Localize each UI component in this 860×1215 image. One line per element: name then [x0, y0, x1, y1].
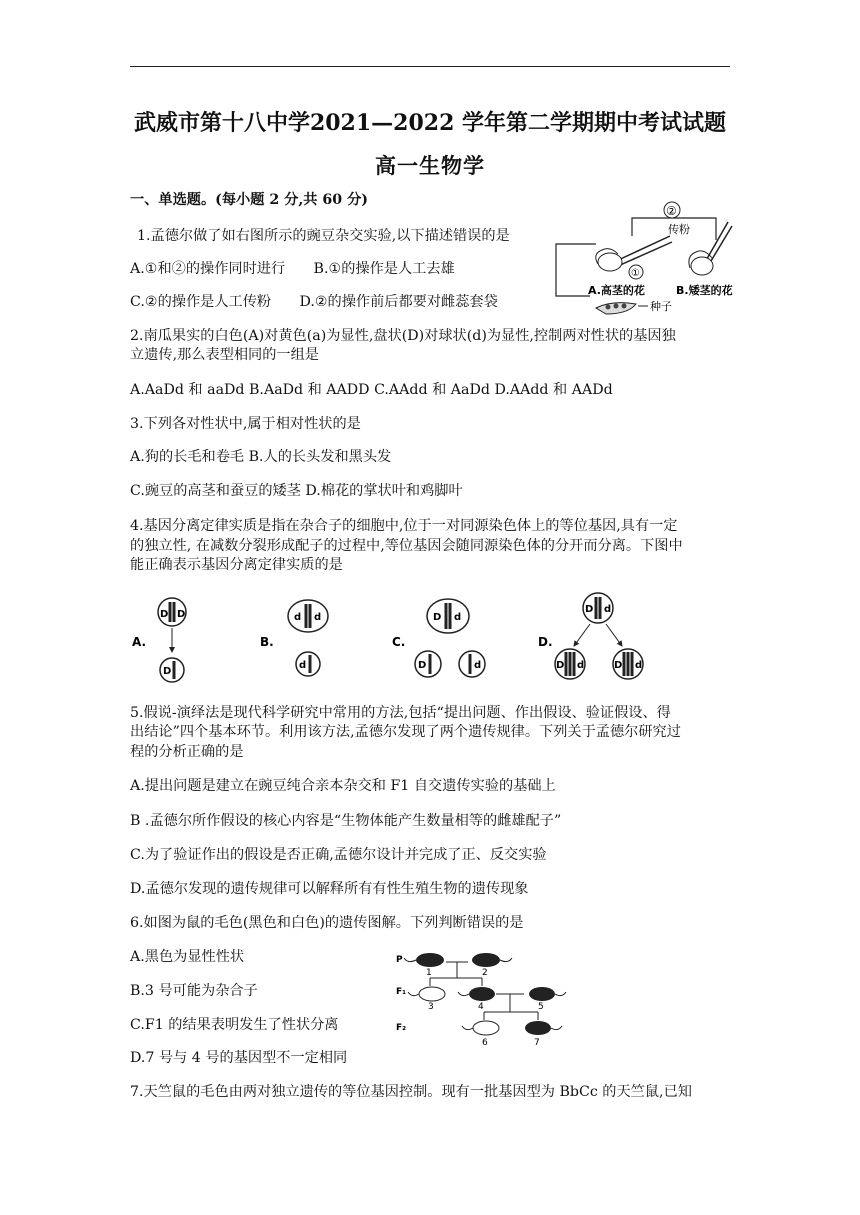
q4-a-gene-d-upper: D	[160, 609, 169, 620]
q4-d-gene-D3: D	[614, 660, 623, 671]
mouse-1-number: 1	[426, 968, 432, 978]
circle-2-label: ②	[666, 204, 677, 218]
q3-options-cd: C.豌豆的高茎和蚕豆的矮茎 D.棉花的掌状叶和鸡脚叶	[130, 483, 463, 499]
q4-c-gene-D: D	[433, 612, 442, 623]
mouse-2-number: 2	[482, 968, 488, 978]
q1-options-cd: C.②的操作是人工传粉 D.②的操作前后都要对雌蕊套袋	[130, 294, 498, 310]
generation-f2-label: F₂	[396, 1023, 407, 1033]
q1-pea-cross-figure	[552, 200, 738, 316]
q5-stem-line1: 5.假说-演绎法是现代科学研究中常用的方法,包括“提出问题、作出假设、验证假设、得	[130, 705, 671, 721]
q6-option-b: B.3 号可能为杂合子	[130, 983, 258, 999]
tall-flower-label: A.高茎的花	[588, 284, 645, 297]
q6-option-c: C.F1 的结果表明发生了性状分离	[130, 1017, 339, 1033]
q1-options-ab: A.①和②的操作同时进行 B.①的操作是人工去雄	[130, 261, 455, 277]
q2-stem-line2: 立遗传,那么表型相同的一组是	[130, 347, 319, 363]
q4-stem-line3: 能正确表示基因分离定律实质的是	[130, 557, 343, 573]
q4-d-gene-d2: d	[577, 660, 585, 671]
q4-d-gene-D: D	[585, 604, 594, 615]
exam-subtitle: 高一生物学	[375, 153, 485, 178]
q5-option-c: C.为了验证作出的假设是否正确,孟德尔设计并完成了正、反交实验	[130, 847, 547, 863]
generation-f1-label: F₁	[396, 987, 407, 997]
section-heading: 一、单选题。(每小题 2 分,共 60 分)	[130, 192, 368, 208]
q4-b-gene-d2: d	[314, 612, 322, 623]
mouse-7-number: 7	[534, 1038, 540, 1048]
header-rule	[130, 66, 730, 67]
q4-b-gene-d1: d	[294, 612, 302, 623]
q2-options: A.AaDd 和 aaDd B.AaDd 和 AADD C.AAdd 和 AaDd D.AAdd 和 AADd	[130, 382, 613, 398]
q4-d-gene-d3: d	[635, 660, 643, 671]
q5-option-a: A.提出问题是建立在豌豆纯合亲本杂交和 F1 自交遗传实验的基础上	[130, 778, 556, 794]
q4-c-gene-d2: d	[474, 660, 482, 671]
q4-a-gene-d-lower: D	[163, 666, 172, 677]
q4-label-d: D.	[538, 635, 553, 649]
q4-b-gene-d3: d	[299, 660, 307, 671]
q3-stem: 3.下列各对性状中,属于相对性状的是	[130, 416, 361, 432]
q4-c-gene-d: d	[454, 612, 462, 623]
q6-option-a: A.黑色为显性性状	[130, 949, 245, 965]
q4-d-gene-d: d	[604, 604, 612, 615]
q3-options-ab: A.狗的长毛和卷毛 B.人的长头发和黑头发	[130, 449, 392, 465]
q4-label-a: A.	[132, 635, 147, 649]
q4-chromosome-figure	[128, 590, 668, 690]
seed-label: 种子	[650, 300, 672, 313]
q4-stem-line1: 4.基因分离定律实质是指在杂合子的细胞中,位于一对同源染色体上的等位基因,具有一定	[130, 518, 678, 534]
mouse-3-number: 3	[428, 1002, 434, 1012]
mouse-4-number: 4	[478, 1002, 484, 1012]
q4-label-b: B.	[260, 635, 274, 649]
q4-stem-line2: 的独立性, 在减数分裂形成配子的过程中,等位基因会随同源染色体的分开而分离。下图中	[130, 538, 683, 554]
circle-1-label: ①	[631, 268, 640, 279]
q4-label-c: C.	[392, 635, 406, 649]
mouse-6-number: 6	[482, 1038, 488, 1048]
q4-c-gene-D2: D	[418, 660, 427, 671]
pollination-label: 传粉	[668, 223, 690, 236]
q1-stem: 1.孟德尔做了如右图所示的豌豆杂交实验,以下描述错误的是	[137, 228, 510, 244]
q7-stem: 7.天竺鼠的毛色由两对独立遗传的等位基因控制。现有一批基因型为 BbCc 的天竺鼠,已知	[130, 1084, 692, 1100]
generation-p-label: P	[396, 955, 403, 965]
q5-stem-line3: 程的分析正确的是	[130, 744, 244, 760]
q6-mouse-pedigree-figure	[392, 948, 568, 1050]
q6-option-d: D.7 号与 4 号的基因型不一定相同	[130, 1050, 348, 1066]
q5-stem-line2: 出结论”四个基本环节。利用该方法,孟德尔发现了两个遗传规律。下列关于孟德尔研究过	[130, 724, 681, 740]
q5-option-d: D.孟德尔发现的遗传规律可以解释所有有性生殖生物的遗传现象	[130, 881, 529, 897]
q4-d-gene-D2: D	[556, 660, 565, 671]
short-flower-label: B.矮茎的花	[676, 284, 733, 297]
q4-a-gene-d-upper-2: D	[177, 609, 186, 620]
mouse-5-number: 5	[538, 1002, 544, 1012]
q2-stem-line1: 2.南瓜果实的白色(A)对黄色(a)为显性,盘状(D)对球状(d)为显性,控制两对性状的基因独	[130, 328, 676, 344]
q5-option-b: B .孟德尔所作假设的核心内容是“生物体能产生数量相等的雌雄配子”	[130, 813, 562, 829]
q6-stem: 6.如图为鼠的毛色(黑色和白色)的遗传图解。下列判断错误的是	[130, 915, 524, 931]
exam-title: 武威市第十八中学2021—2022 学年第二学期期中考试试题	[133, 110, 727, 136]
